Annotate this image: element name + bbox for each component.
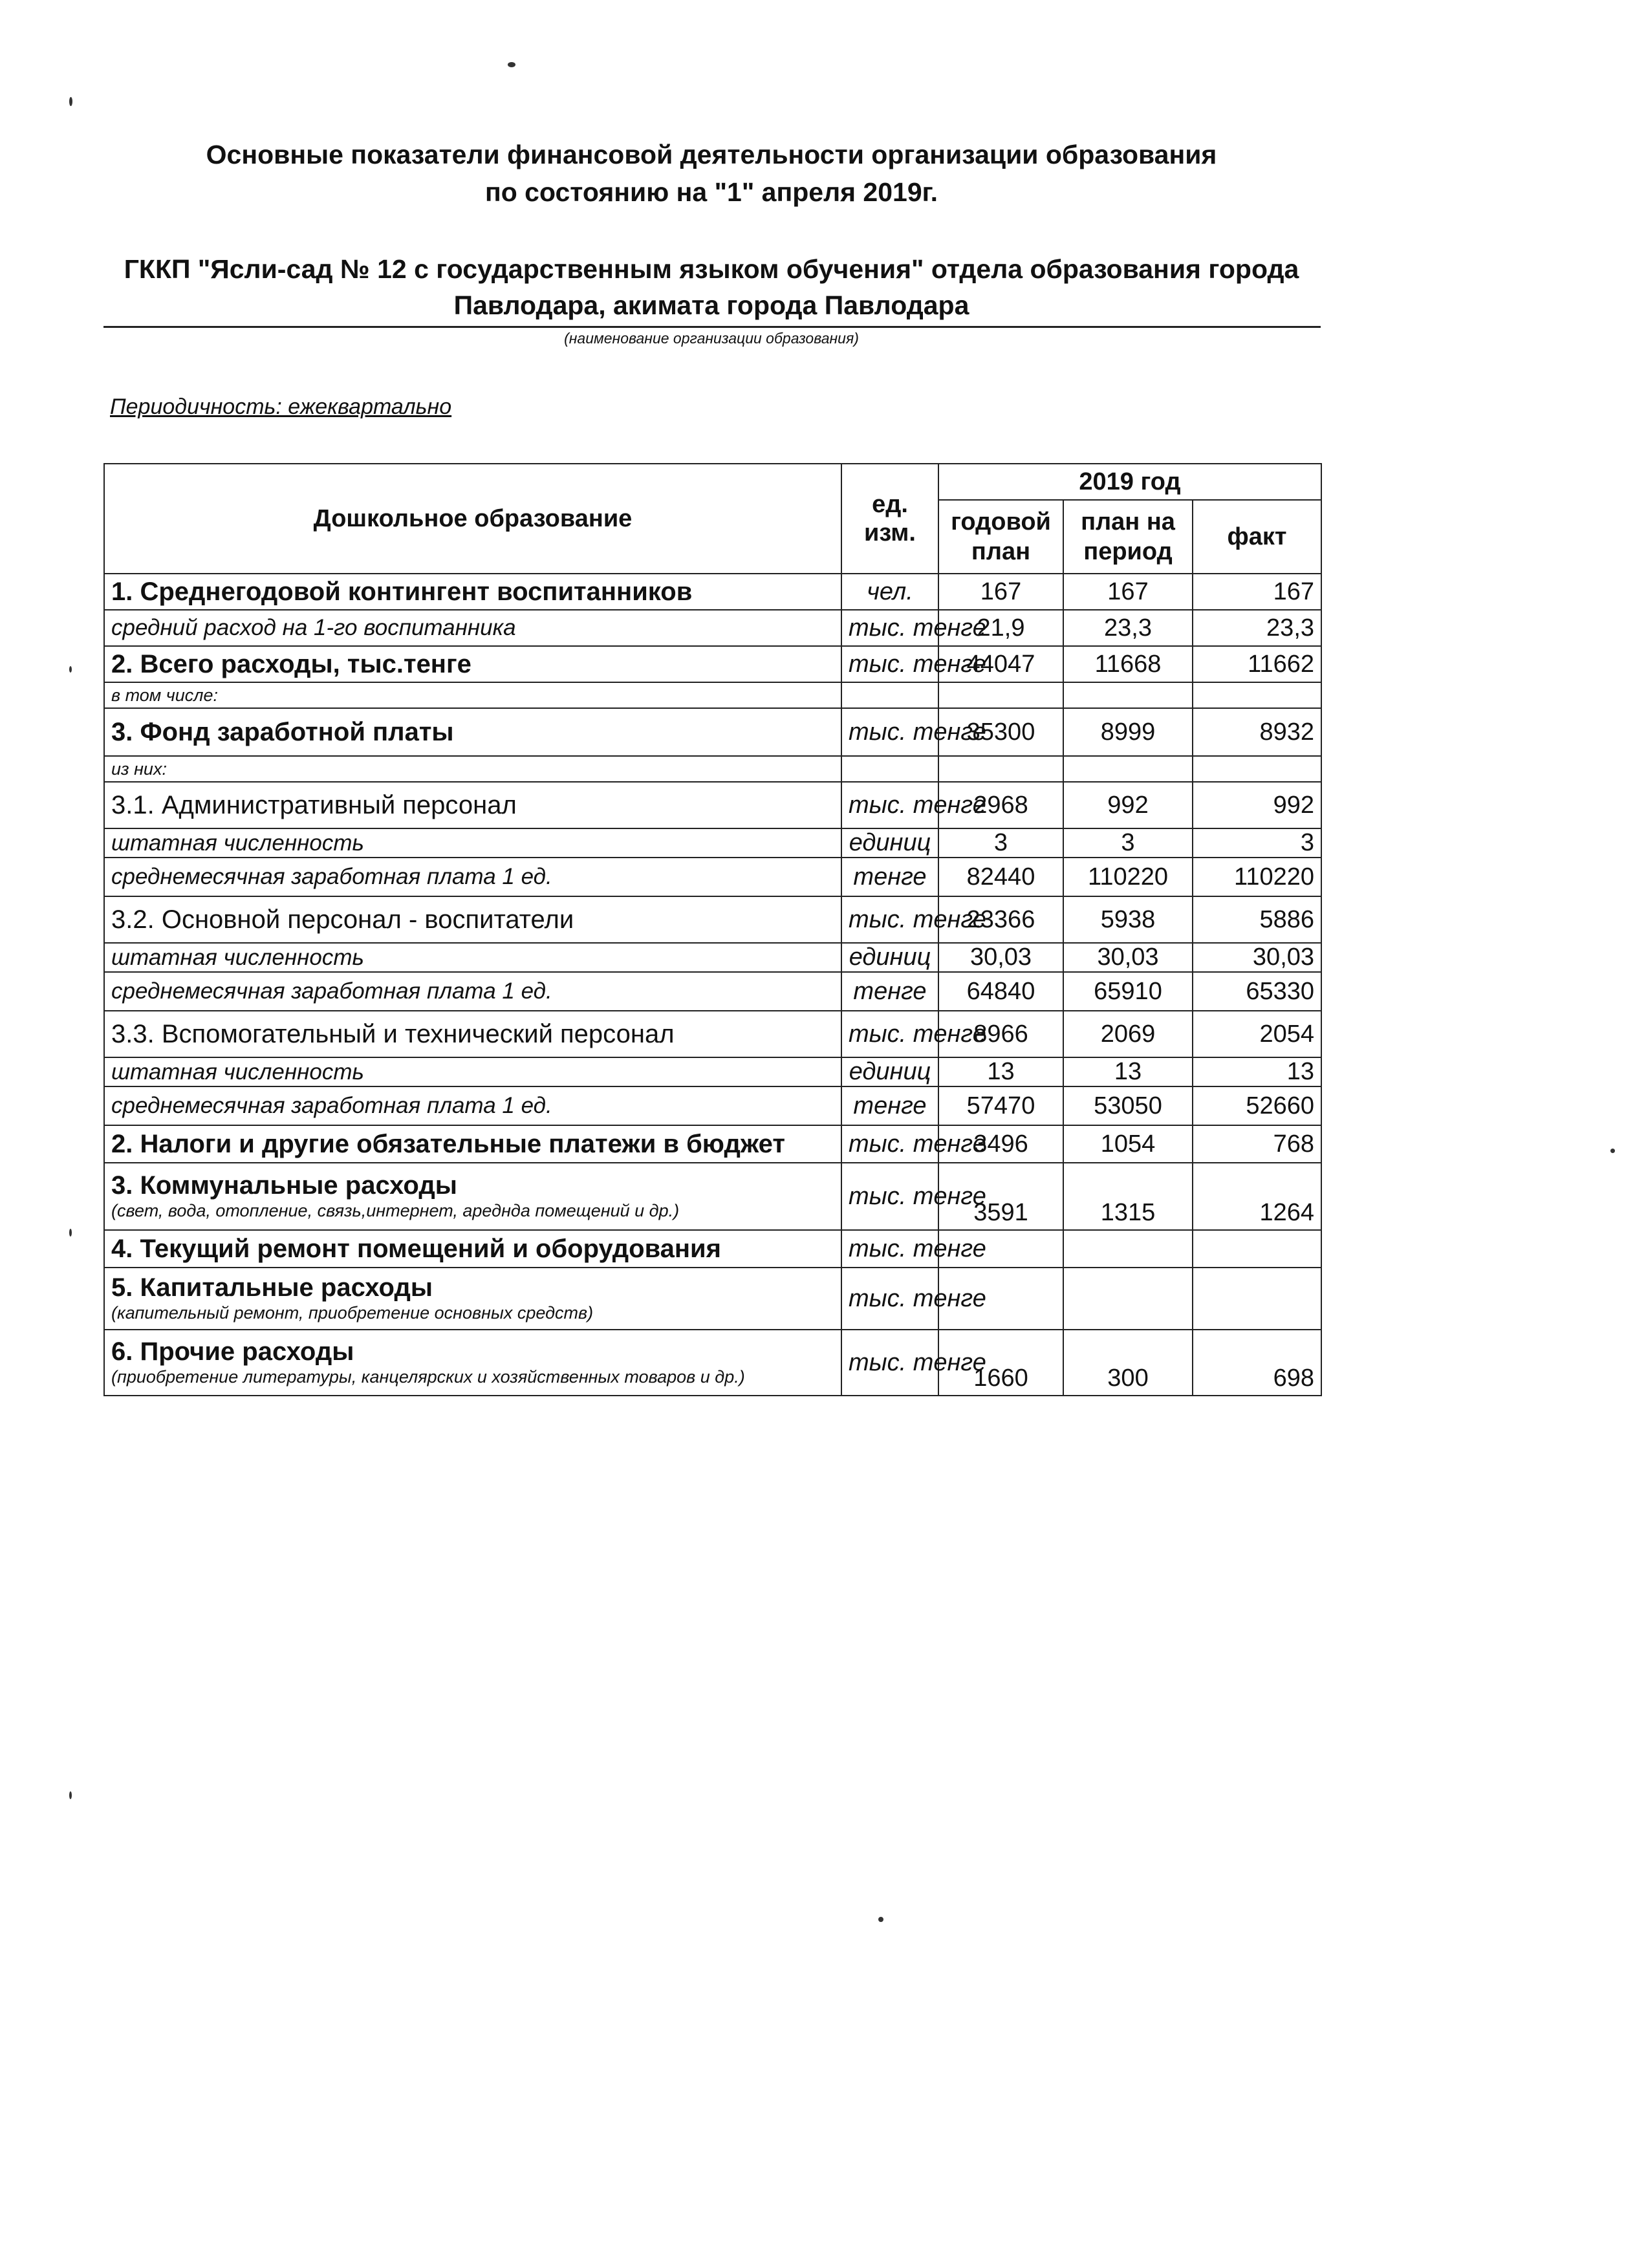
row-unit [841, 682, 938, 708]
row-label: 3.3. Вспомогательный и технический персонал [111, 1019, 675, 1048]
organization-line-1: ГККП "Ясли-сад № 12 с государственным языком обучения" отдела образования города [124, 254, 1299, 284]
row-unit: тыс. тенге [841, 1163, 938, 1230]
annual-plan-value: 23366 [938, 896, 1063, 943]
table-row [104, 943, 1321, 972]
document-title [103, 136, 1319, 211]
row-label: в том числе: [111, 685, 219, 705]
row-unit: тыс. тенге [841, 1011, 938, 1057]
annual-plan-value: 21,9 [938, 610, 1063, 646]
row-label-cell [104, 756, 841, 782]
row-label: среднемесячная заработная плата 1 ед. [111, 864, 552, 889]
row-label-note: (приобретение литературы, канцелярских и хозяйственных товаров и др.) [111, 1367, 745, 1387]
fact-value [1193, 1230, 1321, 1268]
period-plan-value [1063, 682, 1193, 708]
table-row [104, 972, 1321, 1011]
table-row [104, 610, 1321, 646]
table-row [104, 1125, 1321, 1163]
row-unit: тыс. тенге [841, 1330, 938, 1396]
scan-speck [69, 666, 72, 673]
scan-speck [878, 1917, 883, 1922]
row-unit: тыс. тенге [841, 610, 938, 646]
row-label-cell [104, 896, 841, 943]
row-unit: тенге [841, 972, 938, 1011]
row-label-cell [104, 1125, 841, 1163]
annual-plan-value: 82440 [938, 858, 1063, 896]
row-label-cell [104, 943, 841, 972]
period-plan-value [1063, 1230, 1193, 1268]
row-unit: тыс. тенге [841, 708, 938, 756]
row-label-cell [104, 1230, 841, 1268]
row-label-note: (капительный ремонт, приобретение основных средств) [111, 1303, 594, 1323]
row-label-cell [104, 646, 841, 682]
row-label-cell [104, 1268, 841, 1330]
row-label-cell [104, 1330, 841, 1396]
table-row [104, 1268, 1321, 1330]
annual-plan-value: 3496 [938, 1125, 1063, 1163]
header-section: Дошкольное образование [104, 464, 841, 574]
fact-value: 698 [1193, 1330, 1321, 1396]
financial-indicators-table [103, 463, 1322, 1396]
table-row [104, 574, 1321, 610]
row-unit: тыс. тенге [841, 1125, 938, 1163]
organization-line-2: Павлодара, акимата города Павлодара [453, 290, 969, 320]
fact-value: 1264 [1193, 1163, 1321, 1230]
scan-speck [1610, 1149, 1615, 1153]
fact-value: 65330 [1193, 972, 1321, 1011]
period-plan-value: 11668 [1063, 646, 1193, 682]
header-annual-plan: годовой план [938, 500, 1063, 574]
row-unit: тыс. тенге [841, 782, 938, 828]
scan-speck [69, 1229, 72, 1237]
period-plan-value [1063, 1268, 1193, 1330]
row-label: среднемесячная заработная плата 1 ед. [111, 978, 552, 1004]
fact-value [1193, 1268, 1321, 1330]
annual-plan-value: 1660 [938, 1330, 1063, 1396]
period-plan-value: 1054 [1063, 1125, 1193, 1163]
scan-speck [69, 1791, 72, 1799]
table-row [104, 756, 1321, 782]
scan-speck [508, 62, 515, 67]
header-fact: факт [1193, 500, 1321, 574]
period-plan-value: 5938 [1063, 896, 1193, 943]
row-label: средний расход на 1-го воспитанника [111, 615, 516, 640]
row-label-cell [104, 610, 841, 646]
row-unit: тыс. тенге [841, 896, 938, 943]
table-header-row [104, 464, 1321, 500]
title-line-2: по состоянию на "1" апреля 2019г. [484, 177, 938, 207]
table-row [104, 1163, 1321, 1230]
organization-name [103, 251, 1319, 323]
row-label: 3. Фонд заработной платы [111, 717, 454, 746]
row-label: 6. Прочие расходы [111, 1337, 354, 1366]
header-period-plan: план на период [1063, 500, 1193, 574]
annual-plan-value [938, 682, 1063, 708]
periodicity-label: Периодичность: ежеквартально [110, 394, 452, 419]
header-unit: ед. изм. [841, 464, 938, 574]
table-body [104, 574, 1321, 1396]
row-label-cell [104, 708, 841, 756]
row-label: штатная численность [111, 830, 364, 856]
fact-value: 768 [1193, 1125, 1321, 1163]
table-row [104, 858, 1321, 896]
row-label: 5. Капитальные расходы [111, 1273, 433, 1302]
annual-plan-value: 8966 [938, 1011, 1063, 1057]
table-row [104, 1086, 1321, 1125]
row-label-cell [104, 574, 841, 610]
row-unit: тыс. тенге [841, 646, 938, 682]
fact-value: 992 [1193, 782, 1321, 828]
fact-value: 11662 [1193, 646, 1321, 682]
row-label: 2. Налоги и другие обязательные платежи в бюджет [111, 1129, 785, 1158]
fact-value: 2054 [1193, 1011, 1321, 1057]
row-unit: чел. [841, 574, 938, 610]
annual-plan-value: 13 [938, 1057, 1063, 1086]
period-plan-value: 110220 [1063, 858, 1193, 896]
annual-plan-value: 64840 [938, 972, 1063, 1011]
period-plan-value: 53050 [1063, 1086, 1193, 1125]
row-label-cell [104, 858, 841, 896]
period-plan-value: 992 [1063, 782, 1193, 828]
table-row [104, 646, 1321, 682]
annual-plan-value: 44047 [938, 646, 1063, 682]
table-row [104, 1230, 1321, 1268]
table-row [104, 1011, 1321, 1057]
title-line-1: Основные показатели финансовой деятельности организации образования [206, 140, 1217, 169]
annual-plan-value: 3591 [938, 1163, 1063, 1230]
table-row [104, 1330, 1321, 1396]
row-unit [841, 756, 938, 782]
row-label: среднемесячная заработная плата 1 ед. [111, 1093, 552, 1118]
fact-value [1193, 756, 1321, 782]
period-plan-value: 8999 [1063, 708, 1193, 756]
annual-plan-value: 35300 [938, 708, 1063, 756]
row-label-cell [104, 1057, 841, 1086]
row-label: 4. Текущий ремонт помещений и оборудования [111, 1234, 721, 1263]
row-label-cell [104, 828, 841, 858]
table-row [104, 896, 1321, 943]
row-label-note: (свет, вода, отопление, связь,интернет, ареднда помещений и др.) [111, 1201, 680, 1220]
annual-plan-value: 57470 [938, 1086, 1063, 1125]
row-label: 1. Среднегодовой контингент воспитанников [111, 577, 693, 606]
row-label: штатная численность [111, 944, 364, 970]
table-row [104, 782, 1321, 828]
row-unit: тенге [841, 1086, 938, 1125]
row-unit: тенге [841, 858, 938, 896]
row-label-cell [104, 972, 841, 1011]
row-unit: единиц [841, 943, 938, 972]
row-label-cell [104, 1086, 841, 1125]
period-plan-value: 30,03 [1063, 943, 1193, 972]
period-plan-value: 1315 [1063, 1163, 1193, 1230]
row-label: из них: [111, 759, 167, 779]
fact-value [1193, 682, 1321, 708]
header-year: 2019 год [938, 464, 1321, 500]
scan-speck [69, 97, 72, 106]
fact-value: 167 [1193, 574, 1321, 610]
fact-value: 13 [1193, 1057, 1321, 1086]
period-plan-value: 65910 [1063, 972, 1193, 1011]
annual-plan-value: 3 [938, 828, 1063, 858]
row-label: 2. Всего расходы, тыс.тенге [111, 649, 471, 678]
period-plan-value: 23,3 [1063, 610, 1193, 646]
fact-value: 30,03 [1193, 943, 1321, 972]
fact-value: 3 [1193, 828, 1321, 858]
period-plan-value: 13 [1063, 1057, 1193, 1086]
organization-underline [103, 326, 1321, 328]
annual-plan-value [938, 756, 1063, 782]
period-plan-value: 3 [1063, 828, 1193, 858]
row-unit: единиц [841, 828, 938, 858]
row-label-cell [104, 1011, 841, 1057]
fact-value: 5886 [1193, 896, 1321, 943]
fact-value: 8932 [1193, 708, 1321, 756]
organization-caption: (наименование организации образования) [564, 330, 859, 347]
row-unit: тыс. тенге [841, 1230, 938, 1268]
row-label: 3. Коммунальные расходы [111, 1171, 457, 1200]
row-label-cell [104, 782, 841, 828]
table-row [104, 828, 1321, 858]
annual-plan-value: 2968 [938, 782, 1063, 828]
table-row [104, 1057, 1321, 1086]
table-row [104, 682, 1321, 708]
row-unit: тыс. тенге [841, 1268, 938, 1330]
period-plan-value: 300 [1063, 1330, 1193, 1396]
period-plan-value [1063, 756, 1193, 782]
period-plan-value: 167 [1063, 574, 1193, 610]
row-label: 3.2. Основной персонал - воспитатели [111, 905, 574, 934]
row-label: 3.1. Административный персонал [111, 790, 517, 819]
table-row [104, 708, 1321, 756]
fact-value: 52660 [1193, 1086, 1321, 1125]
row-unit: единиц [841, 1057, 938, 1086]
annual-plan-value: 30,03 [938, 943, 1063, 972]
row-label-cell [104, 682, 841, 708]
fact-value: 110220 [1193, 858, 1321, 896]
period-plan-value: 2069 [1063, 1011, 1193, 1057]
row-label-cell [104, 1163, 841, 1230]
row-label: штатная численность [111, 1059, 364, 1085]
annual-plan-value: 167 [938, 574, 1063, 610]
fact-value: 23,3 [1193, 610, 1321, 646]
